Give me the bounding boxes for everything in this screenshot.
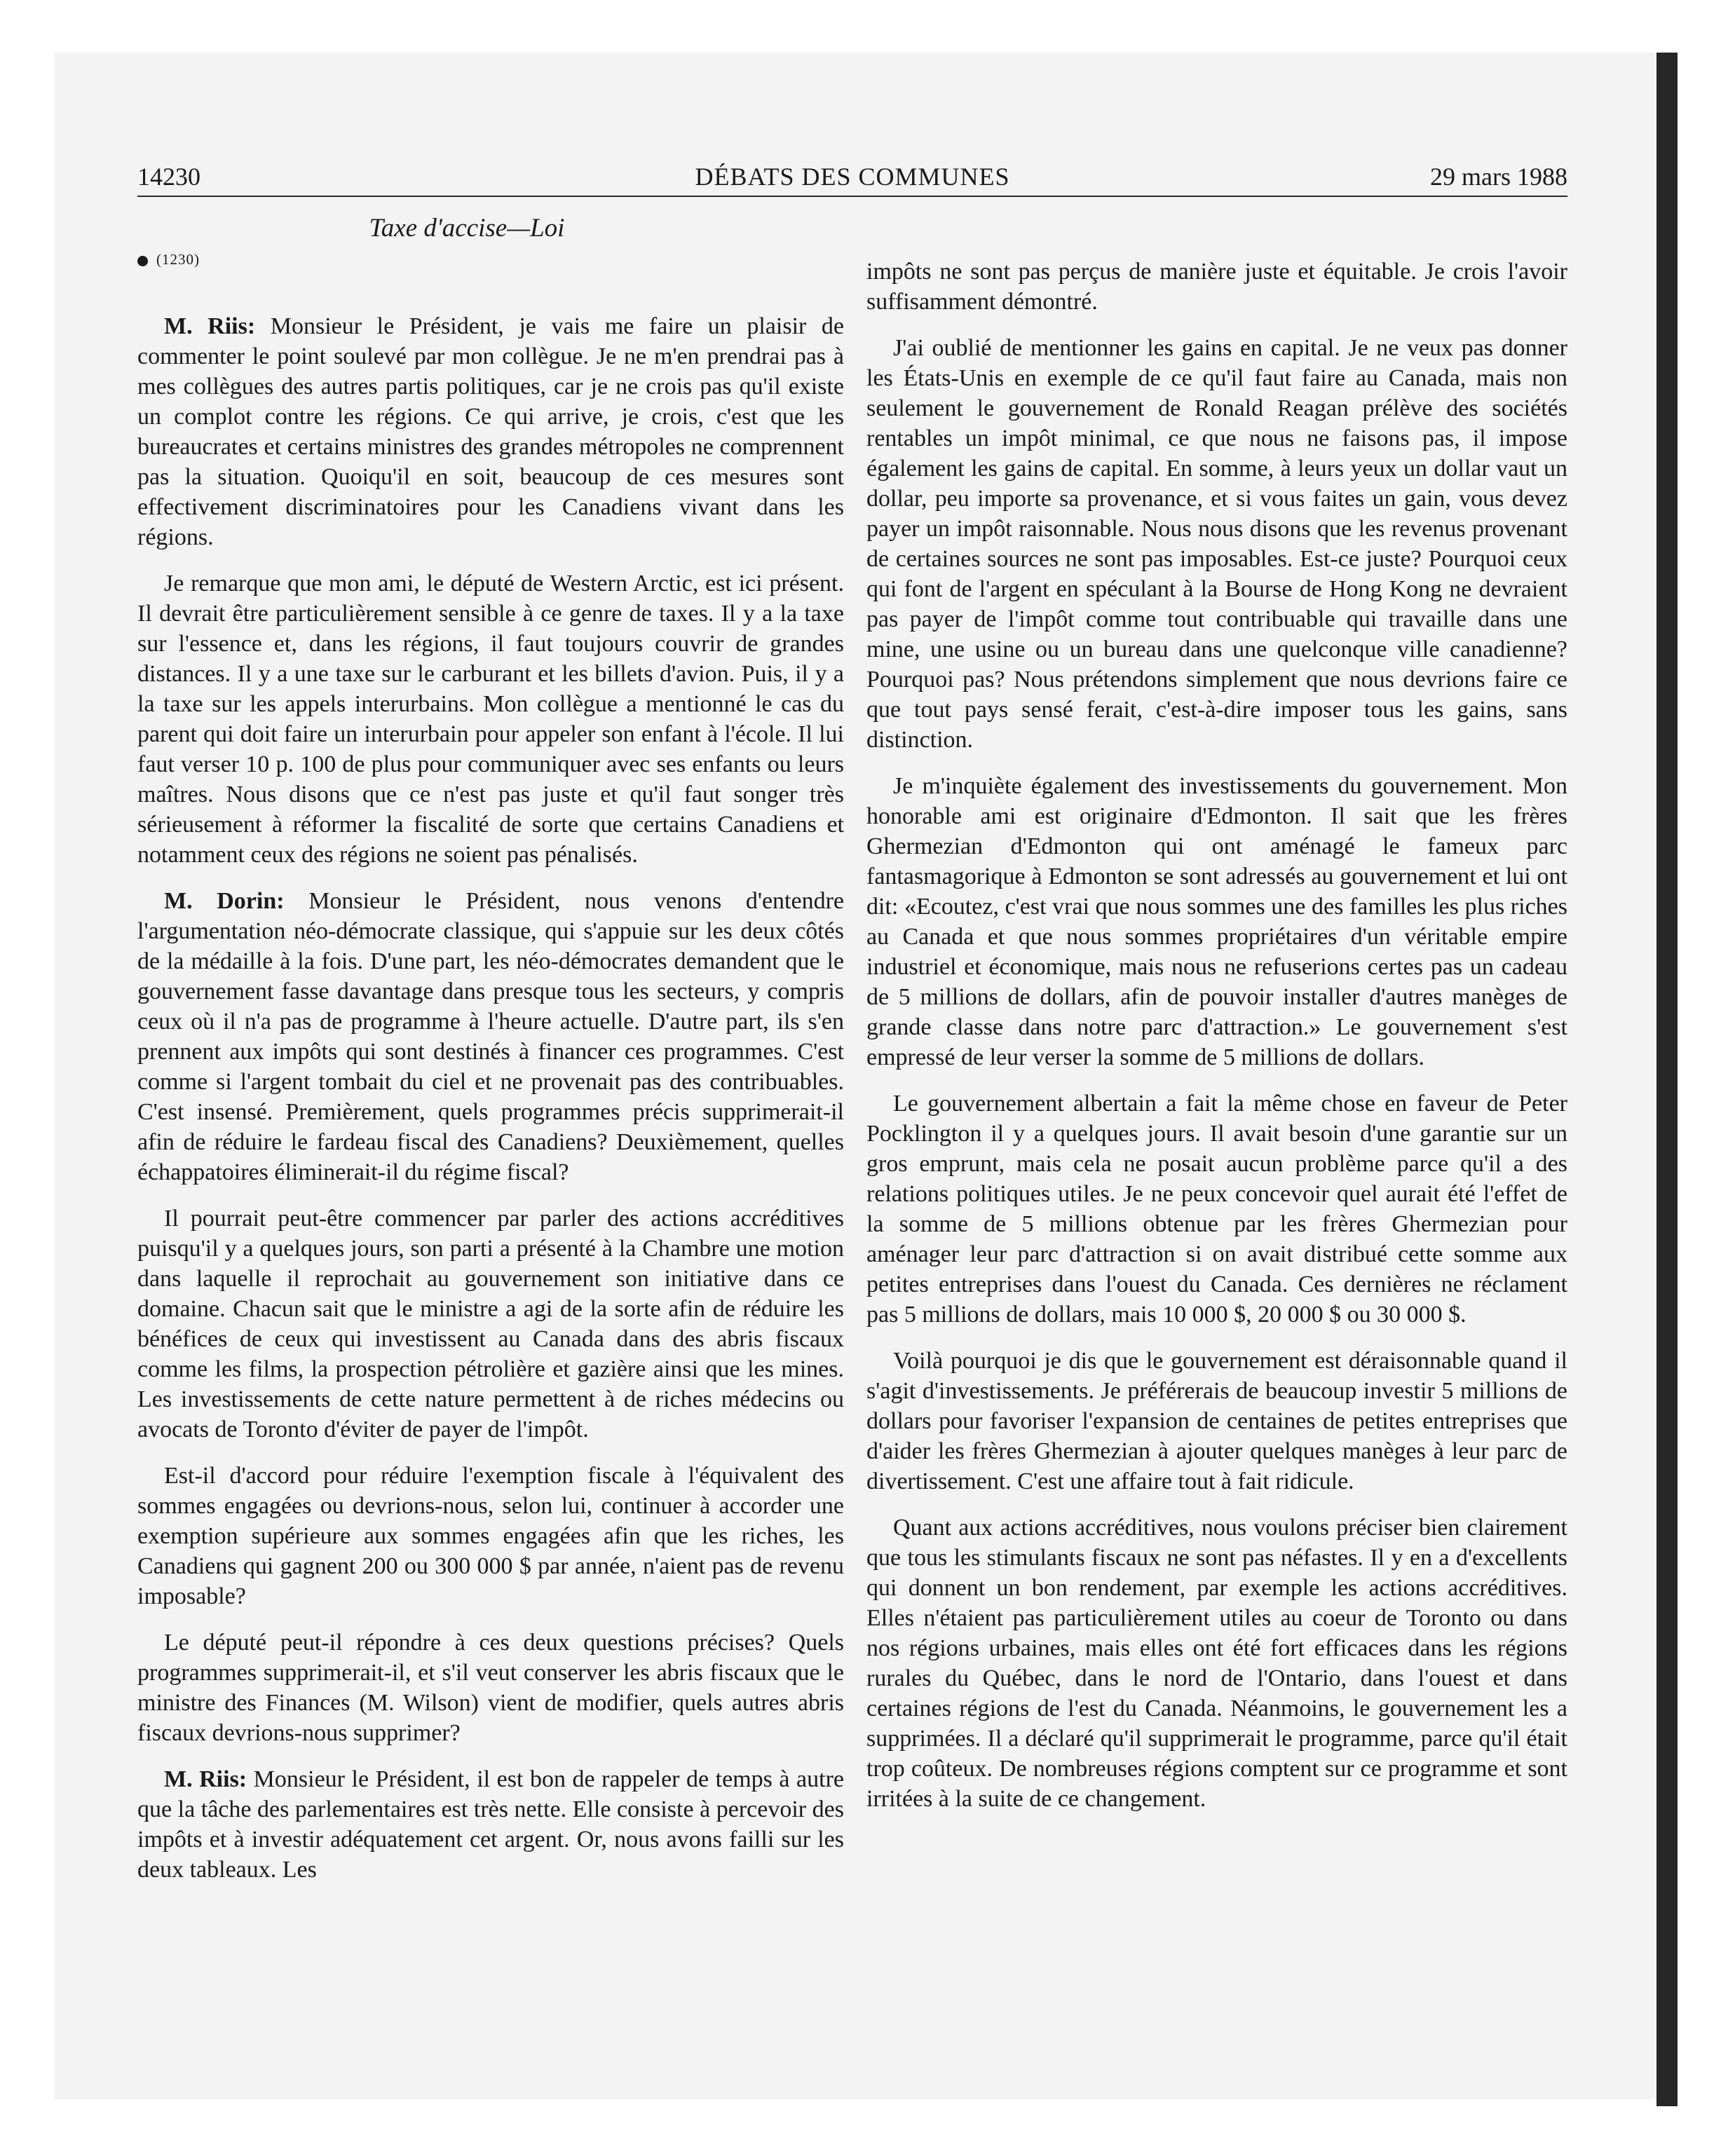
paragraph <box>137 1203 844 1445</box>
paragraph <box>137 1628 844 1748</box>
page-date: 29 mars 1988 <box>1430 163 1567 191</box>
paragraph <box>137 311 844 552</box>
speaker-name: M. Riis: <box>164 1766 247 1792</box>
time-marker-label: (1230) <box>156 251 200 268</box>
paragraph-text: Monsieur le Président, nous venons d'entendre l'argumentation néo-démocrate classique, qui s'appuie sur les deux côtés de la médaille à la fois. D'une part, les néo-démocrates demandent que le gouvernement fasse davantage dans presque tous les secteurs, y compris ceux où il n'a pas de programme à l'heure actuelle. D'autre part, ils s'en prennent aux impôts qui sont destinés à financer ces programmes. C'est comme si l'argent tombait du ciel et ne provenait pas des contribuables. C'est insensé. Premièrement, quels programmes précis supprimerait-il afin de réduire le fardeau fiscal des Canadiens? Deuxièmement, quelles échappatoires éliminerait-il du régime fiscal? <box>137 888 844 1185</box>
paragraph-text: Le député peut-il répondre à ces deux questions précises? Quels programmes supprimerait-il, et s'il veut conserver les abris fiscaux que le ministre des Finances (M. Wilson) vient de modifier, quels autres abris fiscaux devrions-nous supprimer? <box>137 1630 844 1746</box>
paragraph-text: Il pourrait peut-être commencer par parler des actions accréditives puisqu'il y a quelques jours, son parti a présenté à la Chambre une motion dans laquelle il reprochait au gouvernement son initiative dans ce domaine. Chacun sait que le ministre a agi de la sorte afin de réduire les bénéfices de ceux qui investissent au Canada dans des abris fiscaux comme les films, la prospection pétrolière et gazière ainsi que les mines. Les investissements de cette nature permettent à de riches médecins ou avocats de Toronto d'éviter de payer de l'impôt. <box>137 1206 844 1442</box>
paragraph <box>137 1764 844 1885</box>
page-number: 14230 <box>137 163 200 191</box>
bullet-icon <box>137 256 148 266</box>
scan-border-shadow <box>1656 53 1678 2106</box>
paragraph-text: Est-il d'accord pour réduire l'exemption fiscale à l'équivalent des sommes engagées ou devrions-nous, selon lui, continuer à accorder une exemption supérieure aux sommes engagées afin que les riches, les Canadiens qui gagnent 200 ou 300 000 $ par année, n'aient pas de revenu imposable? <box>137 1463 844 1609</box>
time-marker <box>137 247 200 272</box>
left-column <box>137 311 844 1901</box>
right-column <box>866 257 1567 1830</box>
section-subheading: Taxe d'accise—Loi <box>369 214 565 243</box>
page-header <box>137 158 1567 197</box>
paragraph: Quant aux actions accréditives, nous voulons préciser bien clairement que tous les stimulants fiscaux ne sont pas néfastes. Il y en a d'excellents qui donnent un bon rendement, par exemple les actions accréditives. Elles n'étaient pas particulièrement utiles au coeur de Toronto ou dans nos régions urbaines, mais elles ont été fort efficaces dans les régions rurales du Québec, dans le nord de l'Ontario, dans l'ouest et dans certaines régions de l'est du Canada. Néanmoins, le gouvernement les a supprimées. Il a déclaré qu'il supprimerait le programme, parce qu'il était trop coûteux. De nombreuses régions comptent sur ce programme et sont irritées à la suite de ce changement. <box>866 1515 1567 1812</box>
paragraph-text: Monsieur le Président, il est bon de rappeler de temps à autre que la tâche des parlementaires est très nette. Elle consiste à percevoir des impôts et à investir adéquatement cet argent. Or, nous avons failli sur les deux tableaux. Les <box>137 1766 845 1883</box>
paragraph: Je m'inquiète également des investissements du gouvernement. Mon honorable ami est originaire d'Edmonton. Il sait que les frères Ghermezian d'Edmonton qui ont aménagé le fameux parc fantasmagorique à Edmonton se sont adressés au gouvernement et lui ont dit: «Ecoutez, c'est vrai que nous sommes une des familles les plus riches au Canada et que nous sommes propriétaires d'un véritable empire industriel et économique, mais nous ne refuserions certes pas un cadeau de 5 millions de dollars, afin de pouvoir installer d'autres manèges de grande classe dans notre parc d'attraction.» Le gouvernement s'est empressé de leur verser la somme de 5 millions de dollars. <box>866 773 1567 1070</box>
paragraph <box>137 886 844 1187</box>
paragraph: J'ai oublié de mentionner les gains en capital. Je ne veux pas donner les États-Unis en exemple de ce qu'il faut faire au Canada, mais non seulement le gouvernement de Ronald Reagan prélève des sociétés rentables un impôt minimal, ce que nous ne faisons pas, il impose également les gains de capital. En somme, à leurs yeux un dollar vaut un dollar, peu importe sa provenance, et si vous faites un gain, vous devez payer un impôt raisonnable. Nous nous disons que les revenus provenant de certaines sources ne sont pas imposables. Est-ce juste? Pourquoi ceux qui font de l'argent en spéculant à la Bourse de Hong Kong ne devraient pas payer de l'impôt comme tout contribuable qui travaille dans une mine, une usine ou un bureau dans une quelconque ville canadienne? Pourquoi pas? Nous prétendons simplement que nous devrions faire ce que tout pays sensé ferait, c'est-à-dire imposer tous les gains, sans distinction. <box>866 335 1567 753</box>
paragraph-text: Monsieur le Président, je vais me faire un plaisir de commenter le point soulevé par mon collègue. Je ne m'en prendrai pas à mes collègues des autres partis politiques, car je ne crois pas qu'il existe un complot contre les régions. Ce qui arrive, je crois, c'est que les bureaucrates et certains ministres des grandes métropoles ne comprennent pas la situation. Quoiqu'il en soit, beaucoup de ces mesures sont effectivement discriminatoires pour les Canadiens vivant dans les régions. <box>137 313 844 550</box>
paragraph <box>137 1461 844 1611</box>
speaker-name: M. Dorin: <box>164 888 285 914</box>
paragraph: Voilà pourquoi je dis que le gouvernement est déraisonnable quand il s'agit d'investissements. Je préférerais de beaucoup investir 5 millions de dollars pour favoriser l'expansion de centaines de petites entreprises que d'aider les frères Ghermezian à ajouter quelques manèges à leur parc de divertissement. C'est une affaire tout à fait ridicule. <box>866 1348 1567 1494</box>
paragraph-text: Je remarque que mon ami, le député de Western Arctic, est ici présent. Il devrait être particulièrement sensible à ce genre de taxes. Il y a la taxe sur l'essence et, dans les régions, il faut toujours couvrir de grandes distances. Il y a une taxe sur le carburant et les billets d'avion. Puis, il y a la taxe sur les appels interurbains. Mon collègue a mentionné le cas du parent qui doit faire un interurbain pour appeler son enfant à l'école. Il lui faut verser 10 p. 100 de plus pour communiquer avec ses enfants ou leurs maîtres. Nous disons que ce n'est pas juste et qu'il faut songer très sérieusement à réformer la fiscalité de sorte que certains Canadiens et notamment ceux des régions ne soient pas pénalisés. <box>137 571 844 868</box>
paragraph <box>137 568 844 870</box>
speaker-name: M. Riis: <box>164 313 256 339</box>
paragraph: Le gouvernement albertain a fait la même chose en faveur de Peter Pocklington il y a quelques jours. Il avait besoin d'une garantie sur un gros emprunt, mais cela ne posait aucun problème parce qu'il a des relations politiques utiles. Je ne peux concevoir quel aurait été l'effet de la somme de 5 millions obtenue par les frères Ghermezian pour aménager leur parc d'attraction si on avait distribué cette somme aux petites entreprises dans l'ouest du Canada. Ces dernières ne réclament pas 5 millions de dollars, mais 10 000 $, 20 000 $ ou 30 000 $. <box>866 1091 1567 1328</box>
publication-title: DÉBATS DES COMMUNES <box>695 163 1010 191</box>
paragraph: impôts ne sont pas perçus de manière juste et équitable. Je crois l'avoir suffisamment démontré. <box>866 259 1567 315</box>
